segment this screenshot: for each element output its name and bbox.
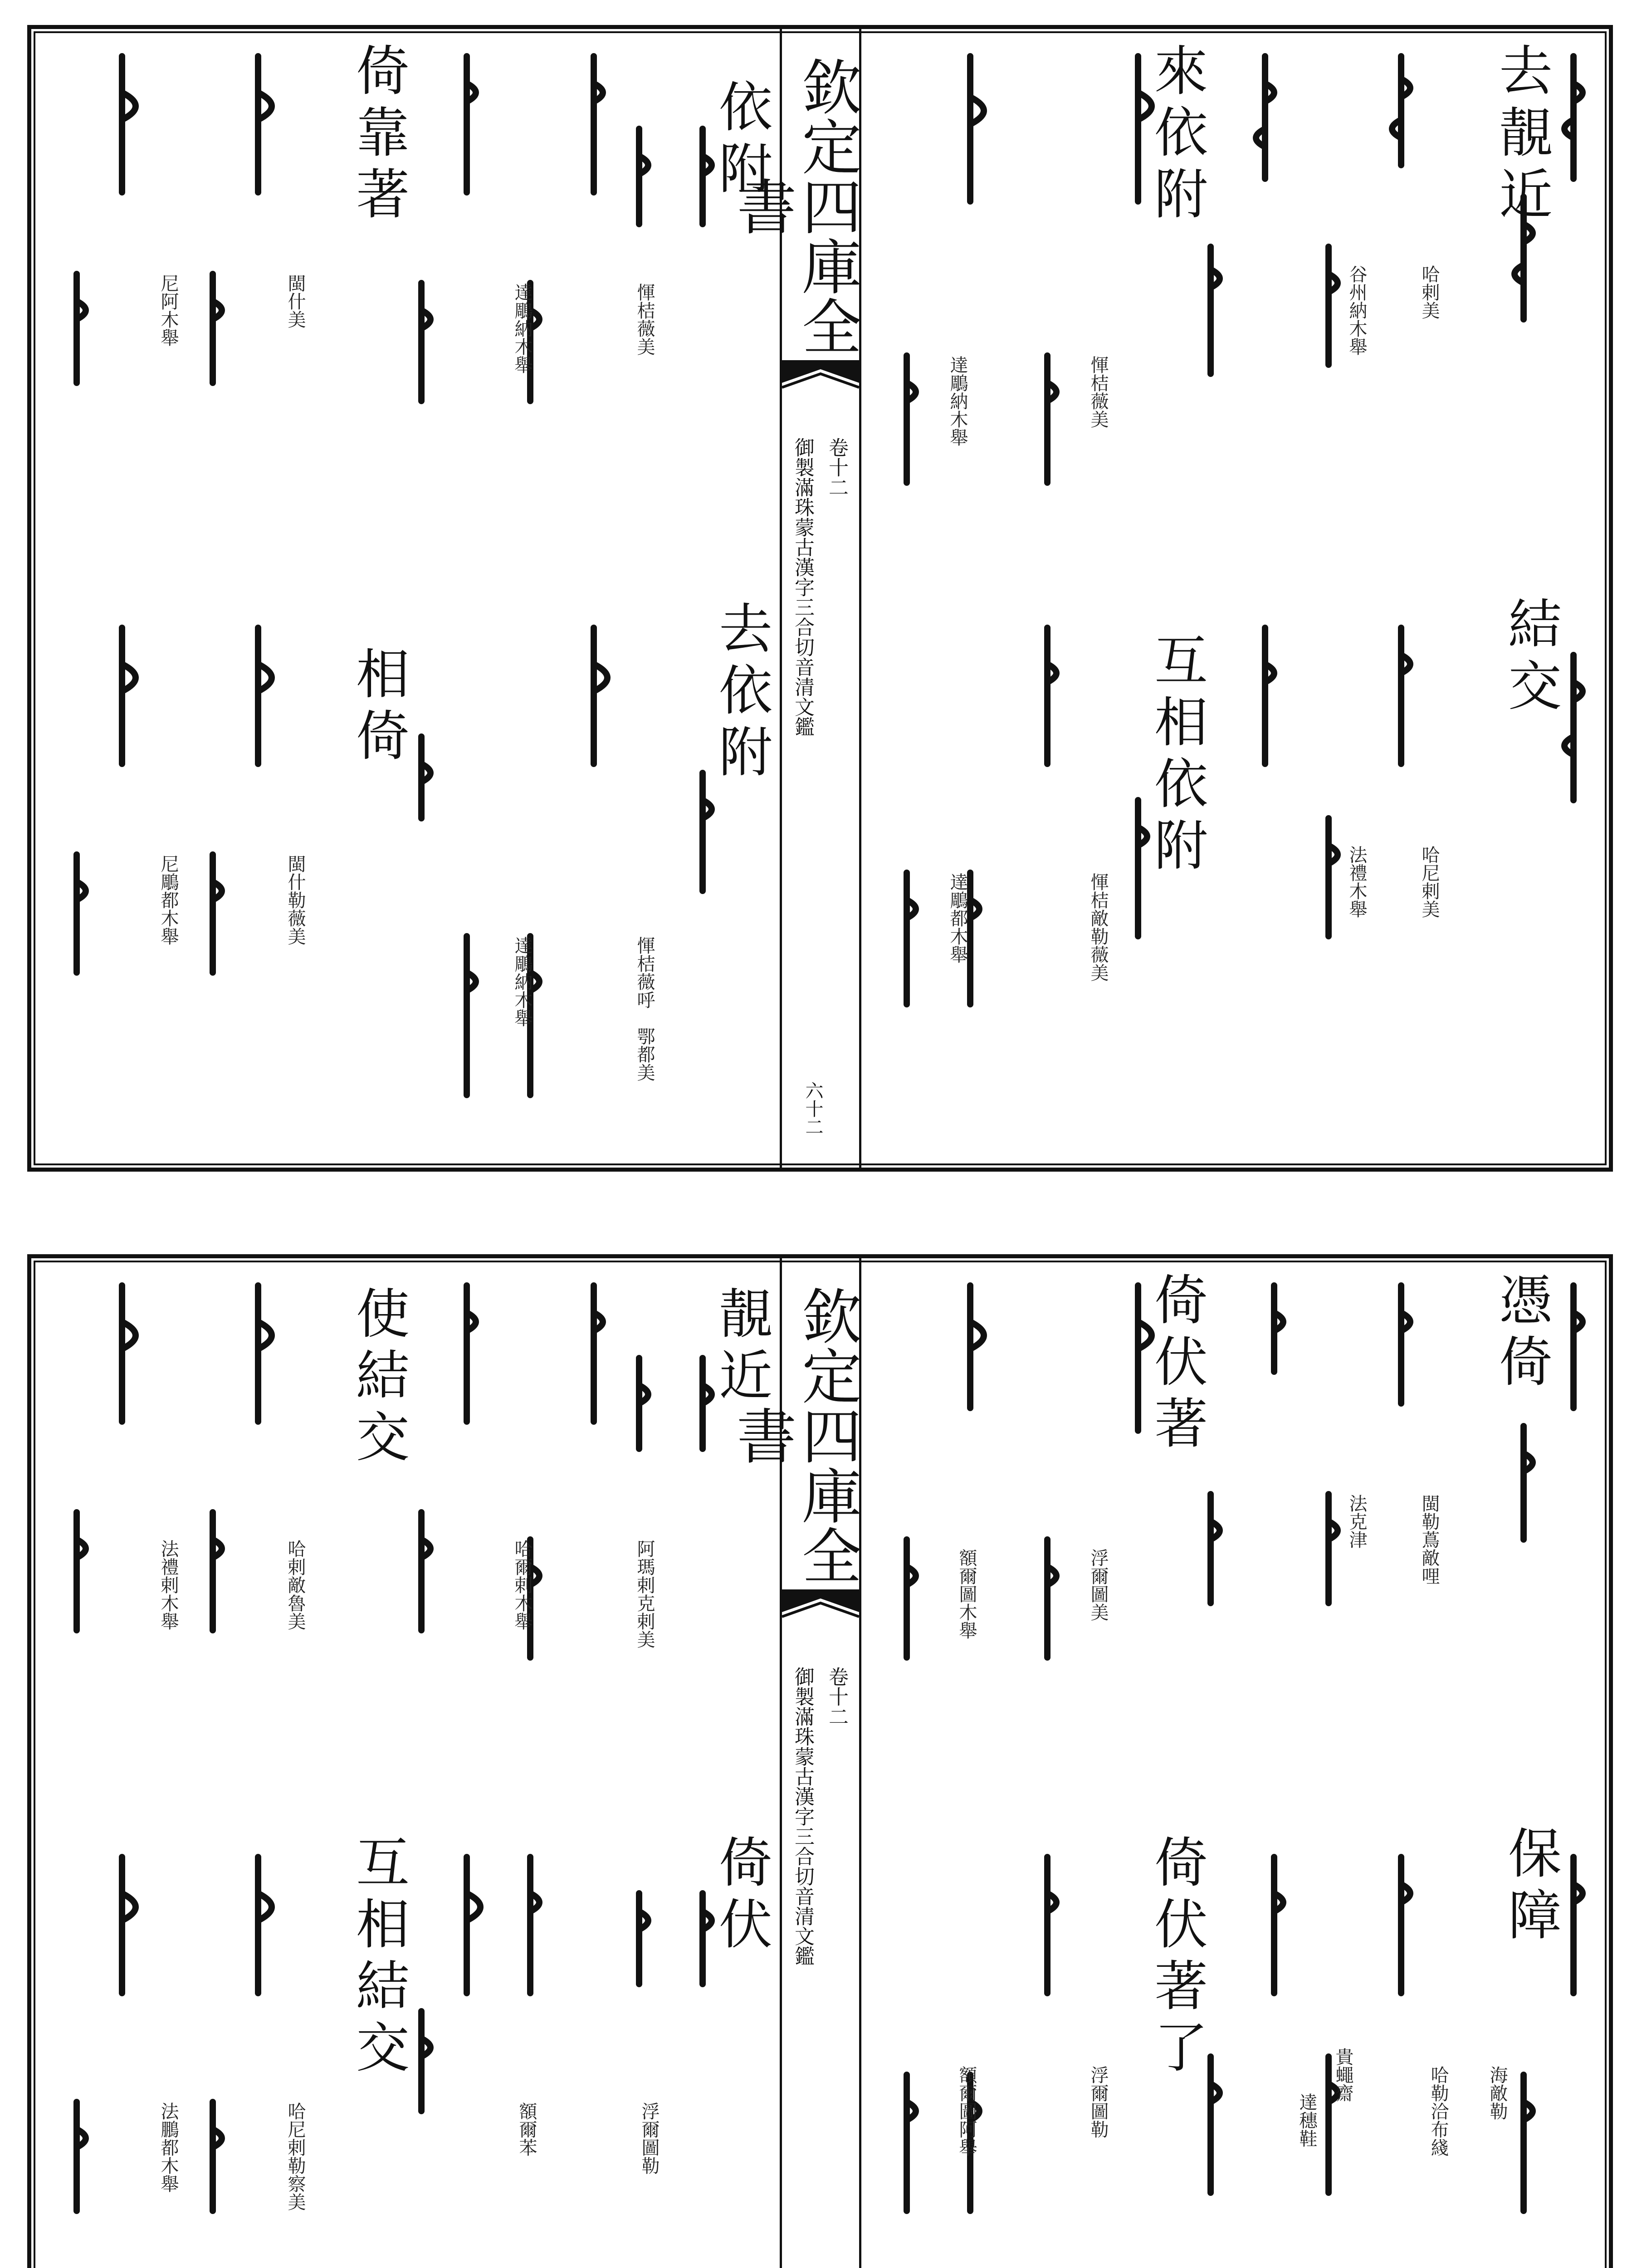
annotation: 法禮剌木舉 (158, 1540, 179, 1630)
bottom-page-panel (27, 1254, 1613, 2268)
headword: 憑倚 (1490, 1272, 1553, 1395)
annotation: 浮爾圖勒 (639, 2102, 660, 2175)
annotation: 惲桔薇呼 (634, 936, 655, 1009)
annotation: 海敵勒 (1487, 2066, 1508, 2120)
headword: 去靚近 (1490, 43, 1553, 228)
headword: 倚伏 (710, 1834, 772, 1958)
annotation: 尼阿木舉 (158, 274, 179, 347)
manchu-script-strokes (31, 29, 1609, 1168)
volume-label: 卷十二 (825, 1667, 848, 1726)
annotation: 法禮木舉 (1346, 846, 1367, 918)
annotation: 額爾圖阿舉 (956, 2066, 977, 2156)
annotation: 哈剌敵魯美 (285, 1540, 306, 1630)
annotation: 達鵰都木舉 (947, 873, 968, 963)
annotation: 哈尼剌勒察美 (285, 2102, 306, 2211)
annotation: 閩什勒薇美 (285, 855, 306, 945)
headword: 去依附 (710, 601, 772, 786)
headword: 依附 (710, 79, 772, 202)
headword: 倚伏著了 (1145, 1834, 1208, 2081)
headword: 互相結交 (347, 1834, 410, 2081)
headword: 互相依附 (1145, 632, 1208, 879)
headword: 倚靠著 (347, 43, 410, 228)
annotation: 哈勒洽布綫 (1428, 2066, 1449, 2156)
annotation: 閩勒蔦敵哩 (1419, 1494, 1440, 1585)
annotation: 惲桔敵勒薇美 (1088, 873, 1109, 982)
headword: 保障 (1499, 1825, 1562, 1949)
annotation: 法鵬都木舉 (158, 2102, 179, 2193)
annotation: 哈剌美 (1419, 265, 1440, 319)
annotation: 額爾苯 (516, 2102, 537, 2156)
book-name: 御製滿珠蒙古漢字三合切音清文鑑 (791, 437, 814, 737)
annotation: 惲桔薇美 (1088, 356, 1109, 428)
annotation: 浮爾圖勒 (1088, 2066, 1109, 2138)
headword: 來依附 (1145, 43, 1208, 228)
annotation: 法克津 (1346, 1494, 1367, 1549)
book-name: 御製滿珠蒙古漢字三合切音清文鑑 (791, 1667, 814, 1966)
annotation: 浮爾圖美 (1088, 1549, 1109, 1621)
manchu-script-strokes (31, 1258, 1609, 2268)
annotation: 閩什美 (285, 274, 306, 328)
headword: 結交 (1499, 596, 1562, 719)
volume-label: 卷十二 (825, 437, 848, 497)
page-number: 六十二 (802, 1081, 823, 1136)
annotation: 貴蠅齋 (1333, 2048, 1353, 2102)
annotation: 谷州納木舉 (1346, 265, 1367, 356)
annotation: 達鵰納木舉 (512, 936, 533, 1027)
annotation: 哈尼剌美 (1419, 846, 1440, 918)
annotation: 達鵰納木舉 (947, 356, 968, 446)
annotation: 達穗鞋 (1296, 2093, 1317, 2147)
book-title: 欽定四庫全書 (726, 56, 861, 356)
annotation: 尼鵰都木舉 (158, 855, 179, 945)
annotation: 額爾圖木舉 (956, 1549, 977, 1639)
headword: 使結交 (347, 1286, 410, 1471)
annotation: 達鵰納木舉 (512, 283, 533, 374)
headword: 倚伏著 (1145, 1272, 1208, 1457)
top-page-panel (27, 25, 1613, 1172)
annotation: 惲桔薇美 (634, 283, 655, 356)
annotation: 鄂都美 (634, 1027, 655, 1081)
headword: 相倚 (347, 646, 410, 769)
headword: 靚近 (710, 1286, 772, 1409)
book-title: 欽定四庫全書 (726, 1286, 861, 1585)
annotation: 阿瑪剌克剌美 (634, 1540, 655, 1648)
annotation: 哈爾剌木舉 (512, 1540, 533, 1630)
